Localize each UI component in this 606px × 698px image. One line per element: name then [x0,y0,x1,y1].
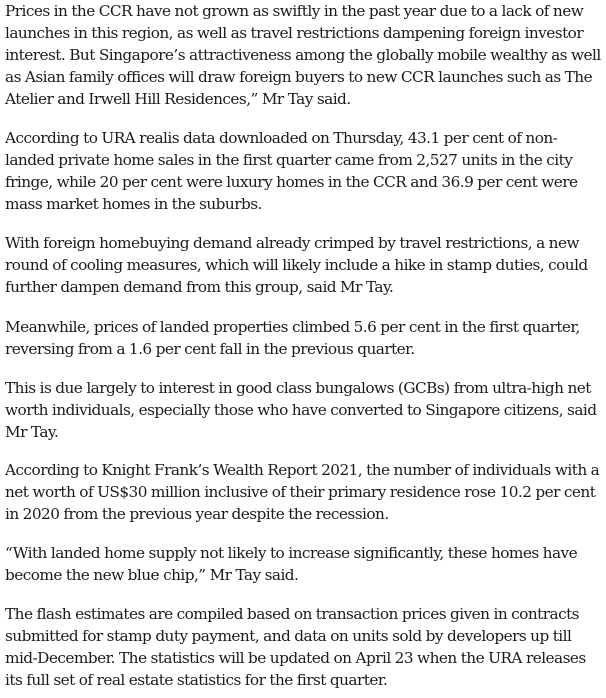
article-paragraph: The flash estimates are compiled based on transaction prices given in contracts submitted for stamp duty payment, and data on units sold by developers up till mid-December. The statistics will be updated on April 23 when the URA releases its full set of real estate statistics for the first quarter. [5,605,586,689]
article-paragraph: According to URA realis data downloaded on Thursday, 43.1 per cent of non-landed private home sales in the first quarter came from 2,527 units in the city fringe, while 20 per cent were luxury homes in the CCR and 36.9 per cent were mass market homes in the suburbs. [5,129,578,213]
article-paragraph: Meanwhile, prices of landed properties climbed 5.6 per cent in the first quarter, reversing from a 1.6 per cent fall in the previous quarter. [5,318,580,358]
article-paragraph: According to Knight Frank’s Wealth Report 2021, the number of individuals with a net worth of US$30 million inclusive of their primary residence rose 10.2 per cent in 2020 from the previous year despite the recession. [5,461,600,523]
article-paragraph: With foreign homebuying demand already crimped by travel restrictions, a new round of cooling measures, which will likely include a hike in stamp duties, could further dampen demand from this group, said Mr Tay. [5,234,588,296]
article-paragraph: “With landed home supply not likely to increase significantly, these homes have become the new blue chip,” Mr Tay said. [5,544,578,584]
article-paragraph: Prices in the CCR have not grown as swiftly in the past year due to a lack of new launches in this region, as well as travel restrictions dampening foreign investor interest. But Singapore’s attractiveness among the globally mobile wealthy as well as Asian family offices will draw foreign buyers to new CCR launches such as The Atelier and Irwell Hill Residences,” Mr Tay said. [5,2,601,108]
article-paragraph: This is due largely to interest in good class bungalows (GCBs) from ultra-high net worth individuals, especially those who have converted to Singapore citizens, said Mr Tay. [5,379,597,441]
